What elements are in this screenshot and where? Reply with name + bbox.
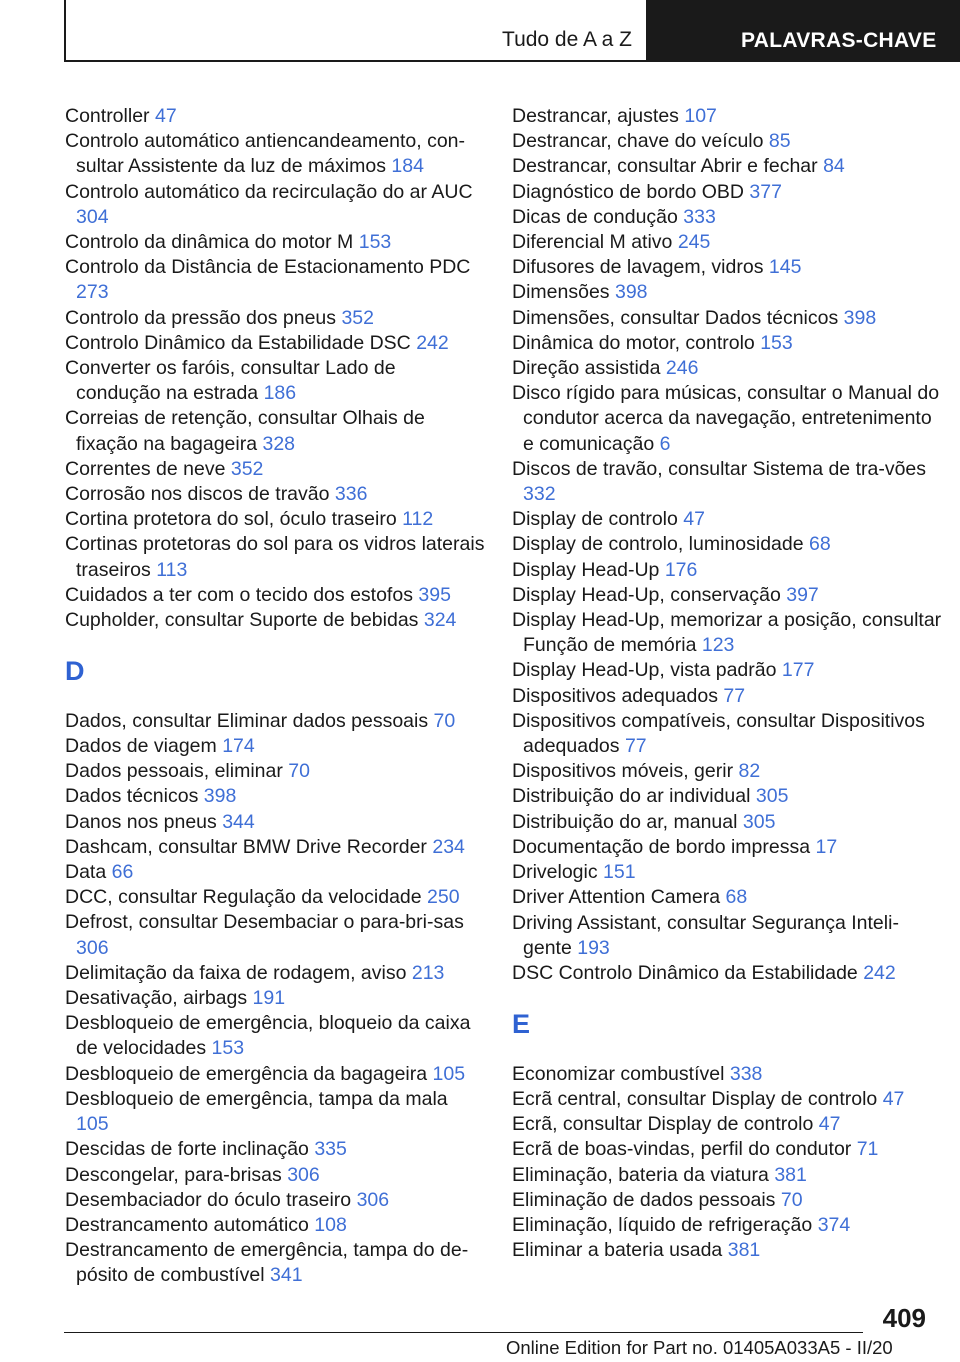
index-entry-text: Display de controlo [512,508,678,531]
index-entry [512,961,942,986]
index-entry [512,205,942,230]
index-entry [512,1213,942,1238]
index-entry-text: Disco rígido para músicas, consultar o Manual do condutor acerca da navegação, entretenimento e comunicação [512,382,940,455]
index-entry-text: Desativação, airbags [65,987,248,1010]
index-entry-text: Driver Attention Camera [512,886,721,909]
index-entry [65,457,485,482]
page-reference-link[interactable]: 47 [683,508,705,531]
index-entry [65,1062,485,1087]
index-entry [512,784,942,809]
page-reference-link[interactable]: 66 [111,861,134,884]
index-entry-text: Dispositivos móveis, gerir [512,760,734,783]
page-reference-link[interactable]: 335 [314,1138,347,1161]
index-entry-text: Controlo automático antiencandeamento, con-sultar Assistente da luz de máximos [65,130,465,178]
page-reference-link[interactable]: 193 [577,936,610,959]
page-reference-link[interactable]: 153 [358,231,392,254]
index-entry-text: Cuidados a ter com o tecido dos estofos [65,583,413,606]
index-entry [65,784,485,809]
index-entry-text: Ecrã central, consultar Display de controlo [512,1087,878,1110]
page-reference-link[interactable]: 17 [815,835,838,858]
index-entry [512,154,942,179]
index-entry-text: Data [65,861,107,884]
index-entry-text: Controlo Dinâmico da Estabilidade DSC [65,331,411,354]
index-entry-text: Display de controlo, luminosidade [512,533,804,556]
index-section-letter: D [65,655,85,686]
index-entry-text: Descidas de forte inclinação [65,1138,309,1161]
index-entry-text: Difusores de lavagem, vidros [512,256,764,279]
page-reference-link[interactable]: 374 [817,1213,851,1236]
index-entry-text: Dinâmica do motor, controlo [512,331,755,354]
page-reference-link[interactable]: 242 [416,331,449,354]
page-reference-link[interactable]: 153 [211,1037,245,1060]
index-entry [65,583,485,608]
index-entry [65,1238,485,1288]
index-entry-text: Dados pessoais, eliminar [65,760,283,783]
index-entry [512,1137,942,1162]
page-reference-link[interactable]: 47 [818,1113,841,1136]
page-reference-link[interactable]: 234 [432,835,465,858]
index-entry [65,860,485,885]
index-entry [65,961,485,986]
index-entry [65,1137,485,1162]
index-entry-text: Display Head-Up, memorizar a posição, consultar Função de memória [512,609,942,657]
page-reference-link[interactable]: 246 [665,357,699,380]
index-entry [512,180,942,205]
index-entry [512,885,942,910]
index-entry [65,734,485,759]
page-reference-link[interactable]: 186 [263,382,297,405]
page-reference-link[interactable]: 84 [823,155,845,178]
index-entry [512,532,942,557]
page-reference-link[interactable]: 336 [334,483,368,506]
page-reference-link[interactable]: 306 [356,1188,390,1211]
index-entry-text: Dimensões [512,281,610,304]
index-entry-text: Cupholder, consultar Suporte de bebidas [65,609,419,632]
page-reference-link[interactable]: 68 [809,533,831,556]
index-entry [65,306,485,331]
index-entry [65,608,485,633]
page-reference-link[interactable]: 112 [402,508,434,531]
page-reference-link[interactable]: 47 [882,1087,905,1110]
page-reference-link[interactable]: 82 [738,760,761,783]
page-number: 409 [882,1303,926,1333]
index-entry [512,356,942,381]
page-reference-link[interactable]: 177 [781,659,815,682]
index-entry-text: Controlo da pressão dos pneus [65,306,337,329]
index-entry [65,810,485,835]
index-entry-text: Destrancar, chave do veículo [512,130,764,153]
page-reference-link[interactable]: 273 [76,281,109,304]
index-entry-text: Controlo automático da recirculação do ar AUC [65,180,473,203]
index-entry [512,331,942,356]
index-entry [65,1087,485,1137]
index-entry [65,104,485,129]
page-reference-link[interactable]: 395 [418,583,451,606]
page-reference-link[interactable]: 123 [701,634,735,657]
index-entry-text: Distribuição do ar, manual [512,810,738,833]
index-entry [512,684,942,709]
index-entry [65,986,485,1011]
index-entry-text: Dicas de condução [512,205,678,228]
index-entry [512,507,942,532]
keywords-tab[interactable] [648,0,960,62]
page-reference-link[interactable]: 105 [76,1113,109,1136]
page-reference-link[interactable]: 381 [727,1239,761,1262]
page-reference-link[interactable]: 70 [780,1188,803,1211]
index-entry-text: Display Head-Up, vista padrão [512,659,777,682]
index-entry-text: Defrost, consultar Desembaciar o para-bri-sas [65,911,464,934]
index-entry [512,129,942,154]
index-entry [65,507,485,532]
index-entry [512,911,942,961]
page-reference-link[interactable]: 70 [433,709,456,732]
page-reference-link[interactable]: 333 [683,205,716,228]
page-reference-link[interactable]: 398 [614,281,648,304]
index-entry [512,860,942,885]
page-reference-link[interactable]: 398 [843,306,877,329]
index-entry-text: Dashcam, consultar BMW Drive Recorder [65,835,427,858]
page-reference-link[interactable]: 191 [252,987,286,1010]
index-entry [65,1188,485,1213]
page-reference-link[interactable]: 306 [287,1163,320,1186]
index-entry [65,759,485,784]
index-section-letter: E [512,1008,531,1039]
index-entry [65,180,485,230]
index-entry [512,306,942,331]
index-entry [65,1011,485,1061]
index-entry [65,255,485,305]
page-reference-link[interactable]: 85 [768,130,791,153]
index-entry [512,709,942,759]
index-entry [65,709,485,734]
page-reference-link[interactable]: 242 [863,961,896,984]
index-entry-text: DCC, consultar Regulação da velocidade [65,886,422,909]
page-reference-link[interactable]: 68 [725,886,748,909]
page-reference-link[interactable]: 213 [411,961,445,984]
page-reference-link[interactable]: 151 [603,861,636,884]
index-entry-text: Eliminação, bateria da viatura [512,1163,769,1186]
page-reference-link[interactable]: 105 [432,1062,466,1085]
index-entry [512,658,942,683]
page-reference-link[interactable]: 77 [624,735,647,758]
page-reference-link[interactable]: 397 [786,583,819,606]
page-reference-link[interactable]: 352 [341,306,374,329]
index-entry [65,406,485,456]
index-entry [512,280,942,305]
index-entry-text: Controlo da Distância de Estacionamento PDC [65,256,471,279]
index-entry-text: Drivelogic [512,861,598,884]
page-reference-link[interactable]: 145 [768,256,802,279]
index-entry-text: Dados de viagem [65,735,217,758]
page-reference-link[interactable]: 304 [76,205,109,228]
page-reference-link[interactable]: 338 [729,1062,763,1085]
index-entry [512,104,942,129]
keywords-label: PALAVRAS-CHAVE [741,29,937,52]
index-entry-text: Dimensões, consultar Dados técnicos [512,306,839,329]
page-reference-link[interactable]: 352 [230,457,264,480]
index-entry-text: Delimitação da faixa de rodagem, aviso [65,961,407,984]
index-entry [512,255,942,280]
index-entry-text: Display Head-Up, conservação [512,583,781,606]
index-entry-text: Correias de retenção, consultar Olhais de fixação na bagageira [65,407,425,455]
page-reference-link[interactable]: 324 [423,609,457,632]
page-reference-link[interactable]: 341 [270,1264,303,1287]
index-entry-text: Eliminação de dados pessoais [512,1188,776,1211]
section-title: Tudo de A a Z [502,28,632,51]
index-entry [512,835,942,860]
index-entry [65,835,485,860]
index-entry [512,810,942,835]
section-header-box [64,0,648,62]
page-reference-link[interactable]: 107 [684,105,717,127]
index-entry [512,608,942,658]
page-reference-link[interactable]: 398 [203,785,237,808]
page-reference-link[interactable]: 113 [156,558,188,581]
index-entry-text: Destrancamento de emergência, tampa do de-pósito de combustível [65,1239,469,1287]
index-entry [512,230,942,255]
page-reference-link[interactable]: 184 [391,155,424,178]
index-entry [65,331,485,356]
index-entry-text: Ecrã, consultar Display de controlo [512,1113,814,1136]
index-entry [512,457,942,507]
index-entry-text: Direção assistida [512,357,661,380]
index-entry-text: Controller [65,105,150,127]
index-entry-text: Discos de travão, consultar Sistema de tra-vões [512,457,927,480]
page-reference-link[interactable]: 77 [723,684,746,707]
index-entry-text: Dados técnicos [65,785,199,808]
index-entry-text: Desbloqueio de emergência, tampa da mala [65,1087,448,1110]
index-entry [65,356,485,406]
index-entry-text: Controlo da dinâmica do motor M [65,231,354,254]
footer-divider [64,1332,863,1333]
index-entry-text: Diferencial M ativo [512,231,673,254]
index-entry [512,1112,942,1137]
page-reference-link[interactable]: 245 [677,231,711,254]
index-entry [65,1163,485,1188]
index-entry-text: Driving Assistant, consultar Segurança Inteli-gente [512,911,899,959]
page-reference-link[interactable]: 108 [314,1213,347,1236]
index-entry-text: Ecrã de boas-vindas, perfil do condutor [512,1138,852,1161]
index-entry-text: DSC Controlo Dinâmico da Estabilidade [512,961,858,984]
index-entry-text: Display Head-Up [512,558,660,581]
index-entry-text: Descongelar, para-brisas [65,1163,282,1186]
page-reference-link[interactable]: 344 [222,810,255,833]
index-entry [512,1188,942,1213]
page-reference-link[interactable]: 381 [774,1163,807,1186]
index-entry-text: Dados, consultar Eliminar dados pessoais [65,709,429,732]
index-entry-text: Diagnóstico de bordo OBD [512,180,744,203]
page-reference-link[interactable]: 305 [755,785,789,808]
page-reference-link[interactable]: 305 [742,810,776,833]
page-reference-link[interactable]: 377 [749,180,782,203]
index-entry-text: Cortinas protetoras do sol para os vidros laterais traseiros [65,533,485,581]
index-entry-text: Desbloqueio de emergência da bagageira [65,1062,428,1085]
page-reference-link[interactable]: 6 [659,432,671,455]
page-reference-link[interactable]: 153 [760,331,793,354]
index-entry-text: Destrancamento automático [65,1213,309,1236]
index-entry-text: Destrancar, ajustes [512,105,679,127]
index-entry-text: Distribuição do ar individual [512,785,751,808]
index-entry [512,1238,942,1263]
index-entry [65,910,485,960]
index-column-left [65,104,485,1289]
index-entry-text: Desbloqueio de emergência, bloqueio da caixa de velocidades [65,1012,471,1060]
page-reference-link[interactable]: 70 [288,760,310,783]
index-entry-text: Documentação de bordo impressa [512,835,811,858]
index-entry-text: Dispositivos adequados [512,684,718,707]
index-entry-text: Correntes de neve [65,457,226,480]
index-entry [512,759,942,784]
index-entry [512,1163,942,1188]
index-column-right [512,104,942,1263]
index-entry [65,129,485,179]
page-reference-link[interactable]: 328 [262,432,296,455]
index-entry [512,1087,942,1112]
index-entry [65,532,485,582]
index-entry-text: Desembaciador do óculo traseiro [65,1188,352,1211]
index-entry-text: Dispositivos compatíveis, consultar Dispositivos adequados [512,709,925,758]
index-entry-text: Cortina protetora do sol, óculo traseiro [65,508,397,531]
index-entry [65,482,485,507]
page-reference-link[interactable]: 332 [523,483,556,506]
index-entry-text: Eliminação, líquido de refrigeração [512,1213,813,1236]
index-entry-text: Converter os faróis, consultar Lado de condução na estrada [65,357,396,405]
index-entry [65,230,485,255]
index-entry-text: Destrancar, consultar Abrir e fechar [512,155,818,178]
index-entry [512,1062,942,1087]
page-reference-link[interactable]: 47 [154,105,177,127]
index-entry [512,558,942,583]
page-reference-link[interactable]: 71 [856,1138,879,1161]
index-entry [512,381,942,457]
index-entry-text: Economizar combustível [512,1062,725,1085]
index-entry-text: Corrosão nos discos de travão [65,483,330,506]
edition-text: Online Edition for Part no. 01405A033A5 - II/20 [506,1337,893,1358]
page-reference-link[interactable]: 250 [427,886,460,909]
index-entry [512,583,942,608]
page-reference-link[interactable]: 176 [664,558,698,581]
page-reference-link[interactable]: 174 [222,735,255,758]
page-reference-link[interactable]: 306 [76,936,109,959]
index-entry [65,1213,485,1238]
index-entry [65,885,485,910]
index-entry-text: Eliminar a bateria usada [512,1239,723,1262]
index-entry-text: Danos nos pneus [65,810,217,833]
